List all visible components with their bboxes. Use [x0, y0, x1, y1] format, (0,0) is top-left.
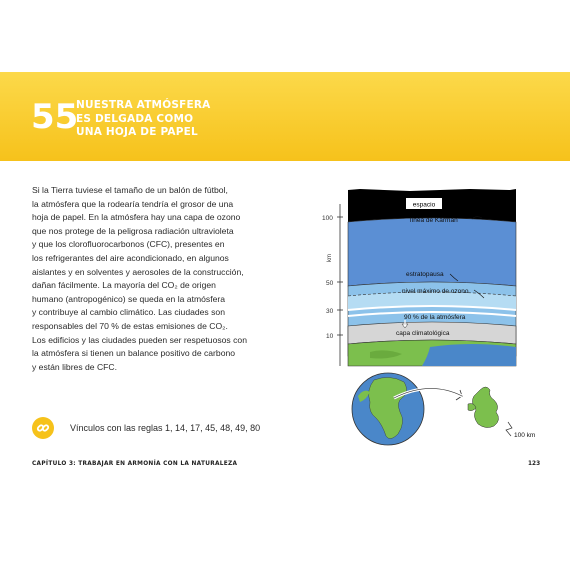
space-label: espacio [412, 201, 436, 209]
tick-label: 100 [322, 215, 333, 222]
karman-line-label: línea de Kármán [410, 217, 458, 224]
ground-ocean [422, 344, 516, 366]
atmosphere-diagram [310, 184, 540, 446]
ozone-max-label: nivel máximo de ozono [402, 288, 469, 295]
related-rules [32, 414, 260, 442]
body-line: y que los clorofluorocarbonos (CFC), presentes en [32, 239, 225, 250]
climate-layer-label: capa climatológica [396, 330, 450, 337]
chain-link-icon [32, 417, 54, 439]
tick-label: 30 [326, 308, 334, 315]
axis-unit-label: km [327, 254, 333, 262]
body-line: la atmósfera si tienen un balance positivo de carbono [32, 348, 236, 359]
body-line: hoja de papel. En la atmósfera hay una capa de ozono [32, 212, 241, 223]
ninety-percent-label: 90 % de la atmósfera [404, 314, 466, 321]
body-line: humano (antropogénico) se queda en la atmósfera [32, 293, 226, 304]
body-line: Si la Tierra tuviese el tamaño de un balón de fútbol, [32, 185, 228, 195]
chapter-title-line: UNA HOJA DE PAPEL [76, 126, 198, 138]
body-line: Los edificios y las ciudades pueden ser respetuosos con [32, 334, 247, 345]
footer-chapter: CAPÍTULO 3: TRABAJAR EN ARMONÍA CON LA NATURALEZA [32, 461, 238, 467]
body-line: responsables del 70 % de estas emisiones de CO₂. [32, 320, 228, 331]
tick-label: 10 [326, 333, 334, 340]
body-paragraph [32, 184, 272, 374]
body-line: y están libres de CFC. [32, 361, 118, 372]
scale-bolt-icon [506, 422, 512, 436]
scale-label: 100 km [514, 432, 536, 439]
stratopause-label: estratopausa [406, 271, 444, 278]
body-line: dañan fácilmente. La mayoría del CO₂ de origen [32, 280, 216, 291]
page-number: 123 [528, 461, 541, 467]
chapter-title-line: ES DELGADA COMO [76, 112, 194, 125]
body-line: aislantes y en solventes y aerosoles de la construcción, [32, 266, 244, 277]
chapter-title [76, 99, 210, 140]
tick-label: 50 [326, 280, 334, 287]
body-line: los refrigerantes del aire acondicionado, en algunos [32, 252, 229, 263]
chapter-number: 55 [31, 97, 79, 137]
body-line: que nos protege de la peligrosa radiación ultravioleta [32, 225, 234, 236]
britain-map [472, 387, 498, 428]
body-line: y contribuye al cambio climático. Las ciudades son [32, 307, 225, 318]
chapter-title-line: NUESTRA ATMÓSFERA [76, 99, 211, 111]
related-rules-text: Vínculos con las reglas 1, 14, 17, 45, 48, 49, 80 [70, 423, 261, 433]
body-line: la atmósfera que la rodearía tendría el grosor de una [32, 198, 234, 209]
